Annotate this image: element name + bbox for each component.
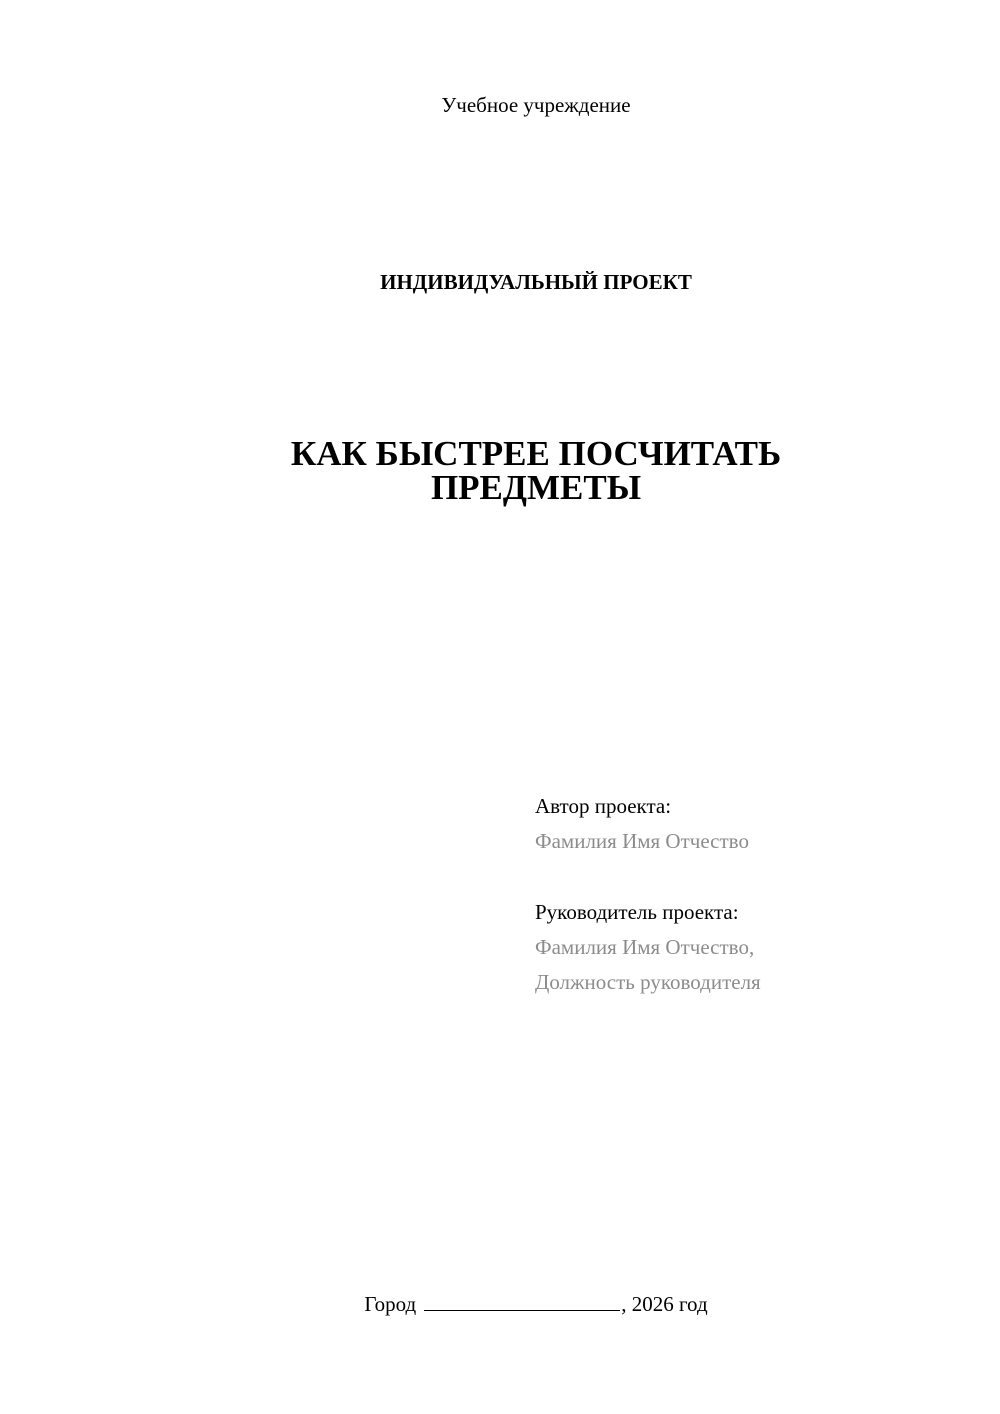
author-name: Фамилия Имя Отчество — [535, 829, 749, 853]
supervisor-name: Фамилия Имя Отчество, — [535, 935, 755, 959]
credits-spacer — [535, 859, 965, 895]
project-type-heading: ИНДИВИДУАЛЬНЫЙ ПРОЕКТ — [380, 270, 692, 294]
author-label: Автор проекта: — [535, 794, 672, 818]
project-credits — [535, 789, 965, 1000]
city-blank-line — [424, 1290, 620, 1311]
project-title — [0, 434, 1000, 507]
city-label: Город — [364, 1292, 417, 1316]
supervisor-label: Руководитель проекта: — [535, 900, 739, 924]
project-title-line-1: КАК БЫСТРЕЕ ПОСЧИТАТЬ — [290, 434, 782, 473]
institution-name: Учебное учреждение — [441, 93, 631, 117]
supervisor-position: Должность руководителя — [535, 970, 761, 994]
year-text: , 2026 год — [621, 1292, 708, 1316]
project-title-line-2: ПРЕДМЕТЫ — [430, 468, 642, 507]
city-year-line — [0, 1290, 1000, 1318]
